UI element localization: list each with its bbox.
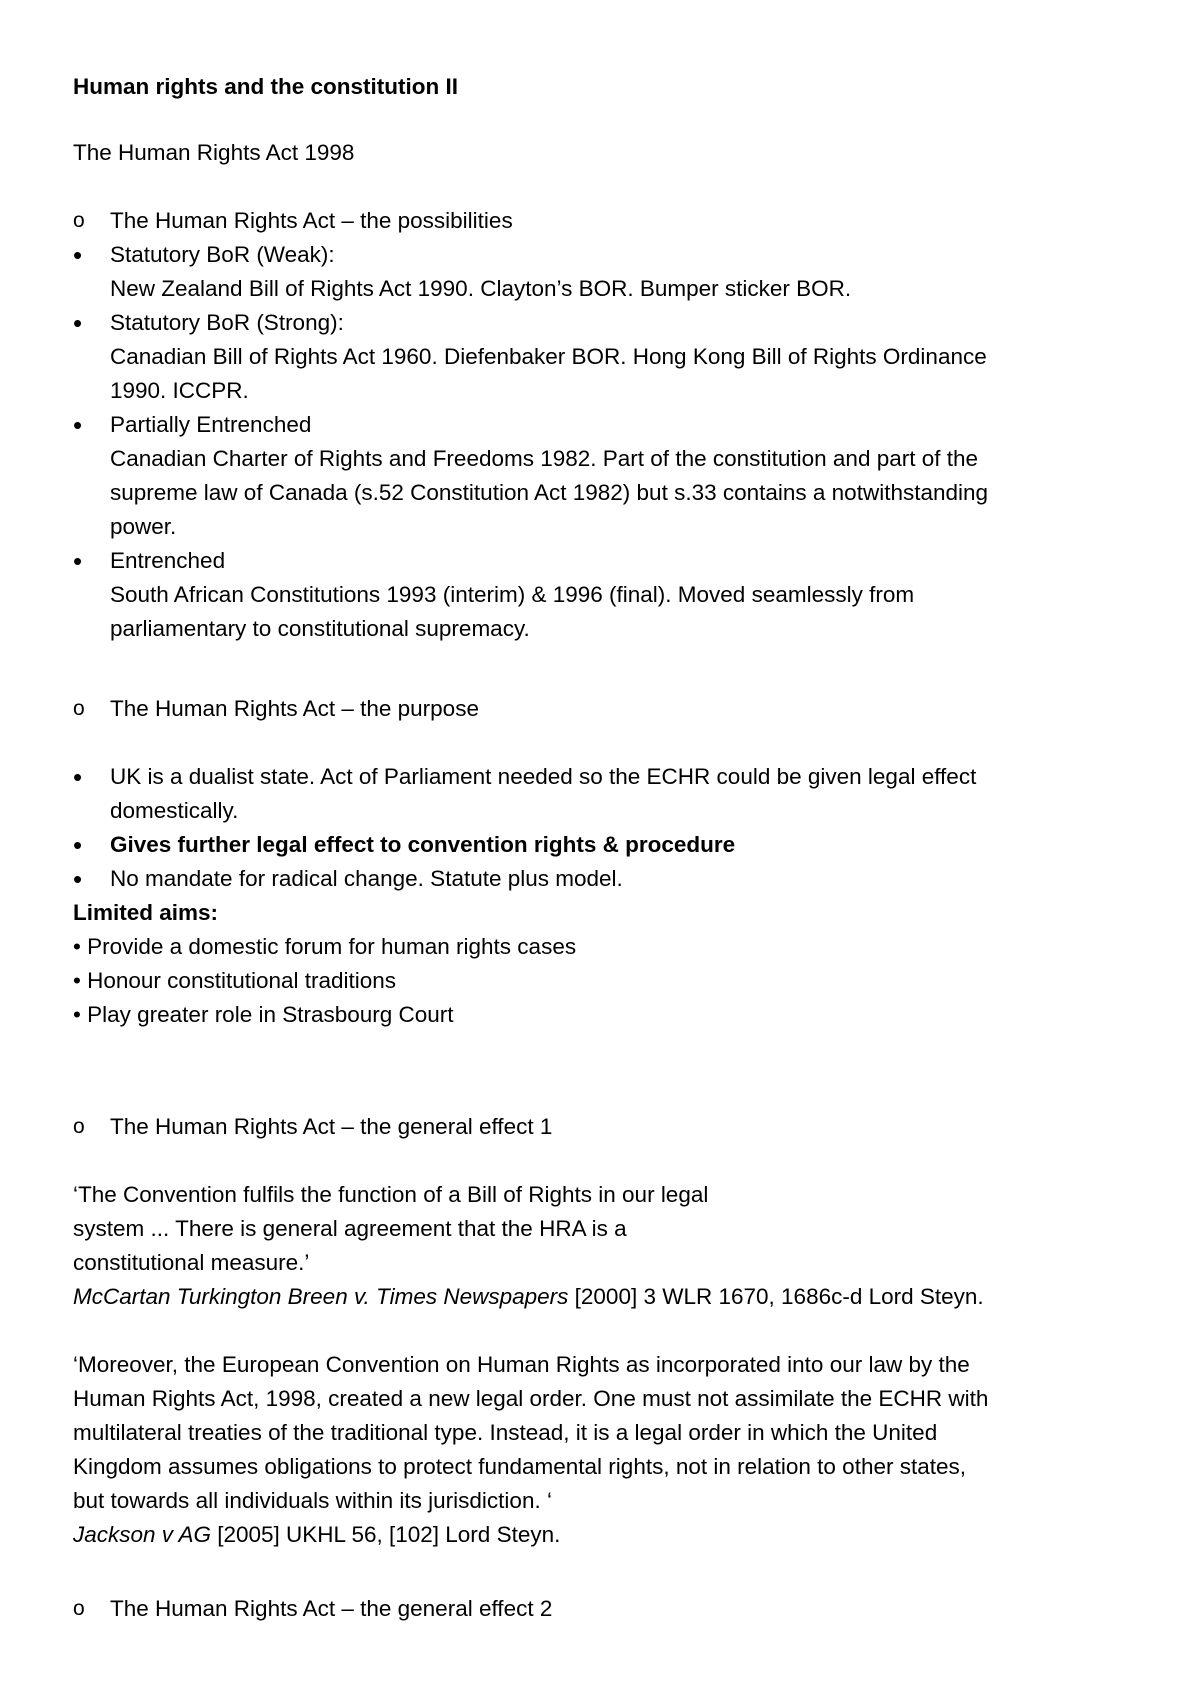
list-item-text: New Zealand Bill of Rights Act 1990. Clayton’s BOR. Bumper sticker BOR. [110, 276, 852, 301]
document-subtitle: The Human Rights Act 1998 [73, 140, 355, 165]
list-item-text: UK is a dualist state. Act of Parliament needed so the ECHR could be given legal effect [110, 764, 977, 789]
quote-line: ‘Moreover, the European Convention on Human Rights as incorporated into our law by the [73, 1352, 970, 1377]
bullet-icon: • [73, 240, 83, 270]
quote-line: ‘The Convention fulfils the function of a Bill of Rights in our legal [73, 1182, 709, 1207]
list-item-text: No mandate for radical change. Statute plus model. [110, 866, 623, 891]
citation [73, 1282, 984, 1312]
circle-bullet-icon: o [73, 1597, 85, 1620]
limited-aims-label: Limited aims: [73, 900, 219, 925]
circle-bullet-icon: o [73, 1115, 85, 1138]
quote-line: multilateral treaties of the traditional type. Instead, it is a legal order in which the United [73, 1420, 938, 1445]
citation-reference: [2000] 3 WLR 1670, 1686c-d Lord Steyn. [568, 1284, 984, 1309]
list-item-text: supreme law of Canada (s.52 Constitution Act 1982) but s.33 contains a notwithstanding [110, 480, 989, 505]
quote-line: Kingdom assumes obligations to protect fundamental rights, not in relation to other states, [73, 1454, 967, 1479]
section-heading-general-effect-1: The Human Rights Act – the general effect 1 [110, 1114, 553, 1139]
bullet-icon: • [73, 864, 83, 894]
citation-case-name: McCartan Turkington Breen v. Times Newspapers [73, 1284, 569, 1309]
list-item-text: domestically. [110, 798, 239, 823]
circle-bullet-icon: o [73, 697, 85, 720]
section-heading-purpose: The Human Rights Act – the purpose [110, 696, 479, 721]
list-item-text-bold: Gives further legal effect to convention rights & procedure [110, 832, 736, 857]
quote-line: system ... There is general agreement that the HRA is a [73, 1216, 627, 1241]
citation-case-name: Jackson v AG [73, 1522, 211, 1547]
document-title: Human rights and the constitution II [73, 74, 458, 99]
list-item-label: Statutory BoR (Strong): [110, 310, 344, 335]
quote-line: constitutional measure.’ [73, 1250, 310, 1275]
list-item-label: Entrenched [110, 548, 226, 573]
list-item-text: Canadian Bill of Rights Act 1960. Diefenbaker BOR. Hong Kong Bill of Rights Ordinance [110, 344, 987, 369]
bullet-icon: • [73, 410, 83, 440]
list-item-label: Partially Entrenched [110, 412, 312, 437]
list-item-label: Statutory BoR (Weak): [110, 242, 335, 267]
citation [73, 1520, 560, 1550]
list-item-text: South African Constitutions 1993 (interim) & 1996 (final). Moved seamlessly from [110, 582, 915, 607]
list-item-text: 1990. ICCPR. [110, 378, 249, 403]
section-heading-possibilities: The Human Rights Act – the possibilities [110, 208, 513, 233]
list-item-text: power. [110, 514, 177, 539]
aim-item: • Honour constitutional traditions [73, 968, 397, 993]
section-heading-general-effect-2: The Human Rights Act – the general effect 2 [110, 1596, 553, 1621]
bullet-icon: • [73, 546, 83, 576]
aim-item: • Play greater role in Strasbourg Court [73, 1002, 454, 1027]
bullet-icon: • [73, 308, 83, 338]
circle-bullet-icon: o [73, 209, 85, 232]
bullet-icon: • [73, 762, 83, 792]
quote-line: Human Rights Act, 1998, created a new legal order. One must not assimilate the ECHR with [73, 1386, 989, 1411]
list-item-text: Canadian Charter of Rights and Freedoms 1982. Part of the constitution and part of the [110, 446, 979, 471]
citation-reference: [2005] UKHL 56, [102] Lord Steyn. [210, 1522, 561, 1547]
list-item-text: parliamentary to constitutional supremacy. [110, 616, 530, 641]
bullet-icon: • [73, 830, 83, 860]
quote-line: but towards all individuals within its jurisdiction. ‘ [73, 1488, 552, 1513]
aim-item: • Provide a domestic forum for human rights cases [73, 934, 577, 959]
